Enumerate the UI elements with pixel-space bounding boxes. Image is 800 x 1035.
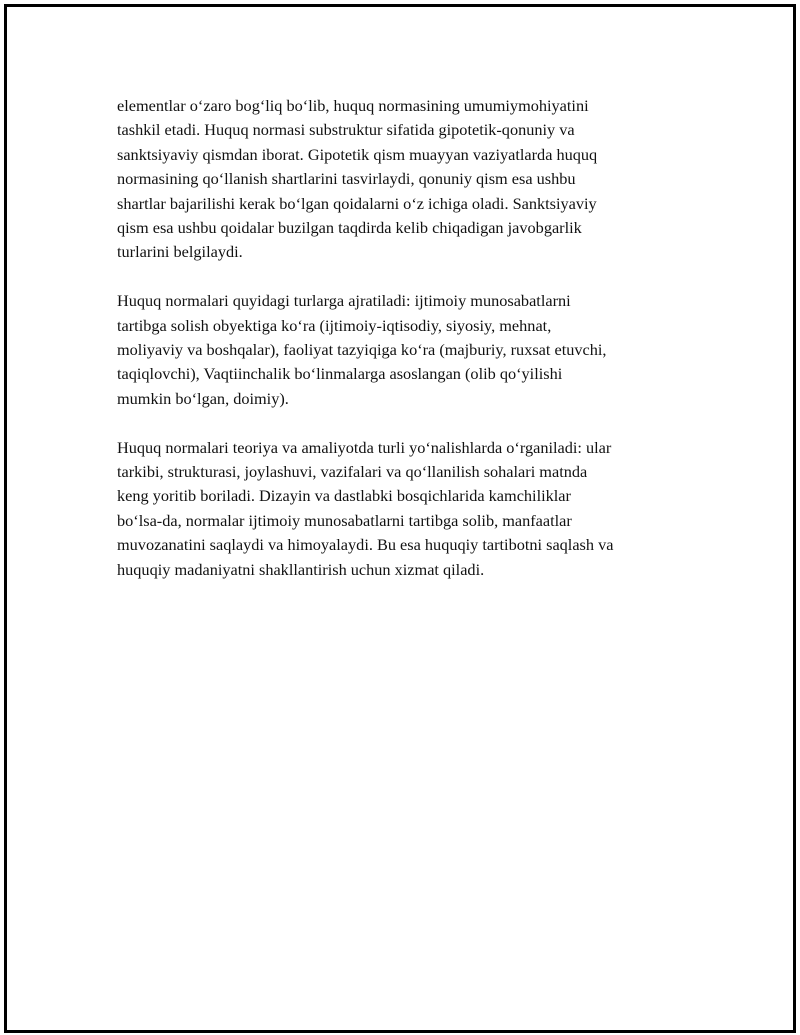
text-line: Huquq normalari teoriya va amaliyotda turli yo‘nalishlarda o‘rganiladi: ular: [117, 437, 612, 457]
text-line: sanktsiyaviy qismdan iborat. Gipotetik qism muayyan vaziyatlarda huquq: [117, 144, 598, 164]
paragraph-3: [117, 436, 697, 582]
text-line: mumkin bo‘lgan, doimiy).: [117, 388, 289, 408]
text-line: shartlar bajarilishi kerak bo‘lgan qoidalarni o‘z ichiga oladi. Sanktsiyaviy: [117, 193, 597, 213]
text-line: normasining qo‘llanish shartlarini tasvirlaydi, qonuniy qism esa ushbu: [117, 169, 576, 189]
document-body: [117, 94, 697, 606]
text-line: keng yoritib boriladi. Dizayin va dastlabki bosqichlarida kamchiliklar: [117, 486, 571, 506]
text-line: Huquq normalari quyidagi turlarga ajratiladi: ijtimoiy munosabatlarni: [117, 291, 571, 311]
text-line: tarkibi, strukturasi, joylashuvi, vazifalari va qo‘llanilish sohalari matnda: [117, 462, 588, 482]
paragraph-2: [117, 289, 697, 411]
text-line: muvozanatini saqlaydi va himoyalaydi. Bu esa huquqiy tartibotni saqlash va: [117, 535, 614, 555]
text-line: taqiqlovchi), Vaqtiinchalik bo‘linmalarga asoslangan (olib qo‘yilishi: [117, 364, 563, 384]
text-line: qism esa ushbu qoidalar buzilgan taqdirda kelib chiqadigan javobgarlik: [117, 218, 582, 238]
text-line: bo‘lsa-da, normalar ijtimoiy munosabatlarni tartibga solib, manfaatlar: [117, 510, 572, 530]
text-line: turlarini belgilaydi.: [117, 242, 243, 262]
text-line: tashkil etadi. Huquq normasi substruktur sifatida gipotetik-qonuniy va: [117, 120, 575, 140]
text-line: elementlar o‘zaro bog‘liq bo‘lib, huquq normasining umumiymohiyatini: [117, 96, 589, 115]
paragraph-1: [117, 94, 697, 265]
text-line: moliyaviy va boshqalar), faoliyat tazyiqiga ko‘ra (majburiy, ruxsat etuvchi,: [117, 340, 607, 360]
text-line: huquqiy madaniyatni shakllantirish uchun xizmat qiladi.: [117, 559, 485, 579]
text-line: tartibga solish obyektiga ko‘ra (ijtimoiy-iqtisodiy, siyosiy, mehnat,: [117, 315, 552, 335]
